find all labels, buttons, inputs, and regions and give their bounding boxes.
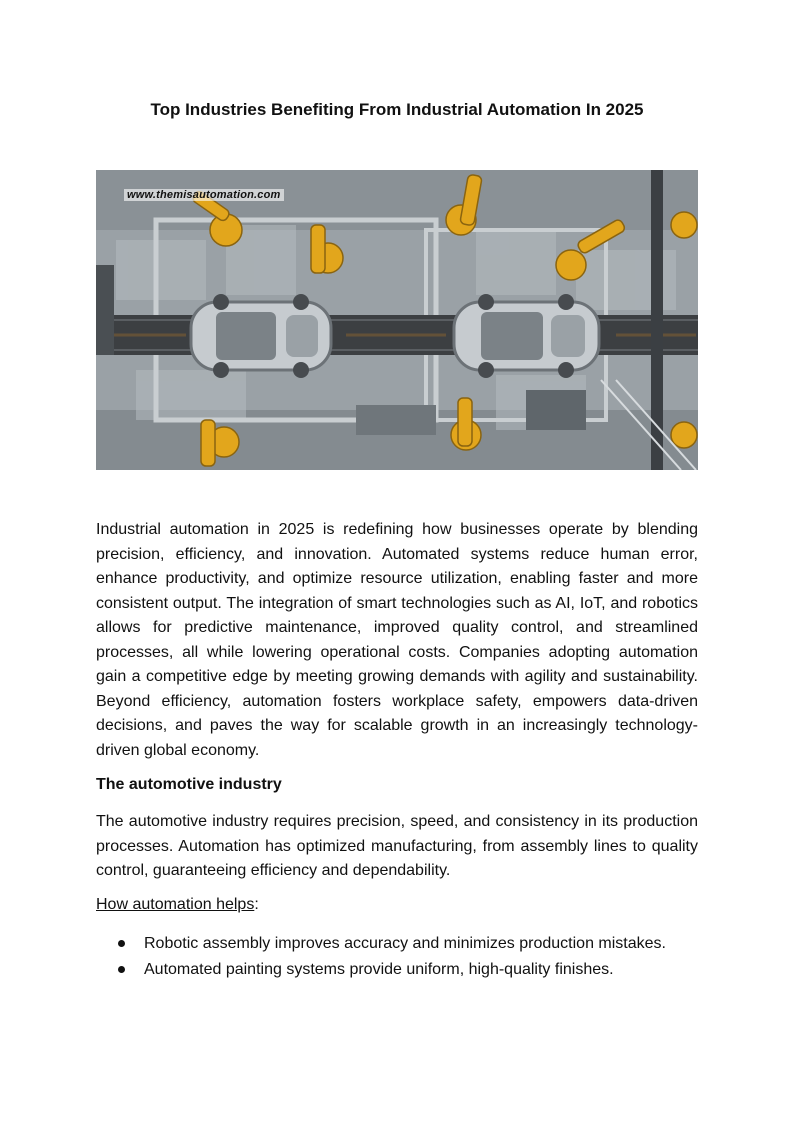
intro-paragraph: Industrial automation in 2025 is redefining how businesses operate by blending precision, efficiency, and innovation. Automated systems reduce human error, enhance productivity, and optimize resource utilization, enabling faster and more consistent output. The integration of smart technologies such as AI, IoT, and robotics allows for predictive maintenance, improved quality control, and streamlined processes, all while lowering operational costs. Companies adopting automation gain a competitive edge by meeting growing demands with agility and sustainability. Beyond efficiency, automation fosters workplace safety, empowers data-driven decisions, and paves the way for scalable growth in an increasingly technology-driven global economy. bbox=[96, 521, 698, 759]
how-label-colon: : bbox=[254, 896, 259, 913]
how-label-underlined: How automation helps bbox=[96, 896, 255, 913]
watermark-text: www.themisautomation.com bbox=[124, 189, 284, 201]
list-item-text: Robotic assembly improves accuracy and minimizes production mistakes. bbox=[144, 935, 666, 952]
list-item bbox=[96, 957, 716, 983]
section-heading: The automotive industry bbox=[96, 776, 282, 793]
list-item-text: Automated painting systems provide uniform, high-quality finishes. bbox=[144, 960, 614, 978]
automotive-assembly-line-photo bbox=[96, 170, 698, 470]
list-item bbox=[96, 931, 716, 957]
bullet-icon bbox=[118, 940, 125, 947]
benefits-list bbox=[96, 931, 716, 982]
bullet-icon bbox=[118, 966, 125, 973]
page-title: Top Industries Benefiting From Industrial Automation In 2025 bbox=[150, 100, 644, 119]
section-paragraph: The automotive industry requires precision, speed, and consistency in its production processes. Automation has optimized manufacturing, from assembly lines to quality control, guaranteeing efficiency and dependability. bbox=[96, 813, 698, 879]
how-automation-helps-label bbox=[96, 896, 259, 914]
